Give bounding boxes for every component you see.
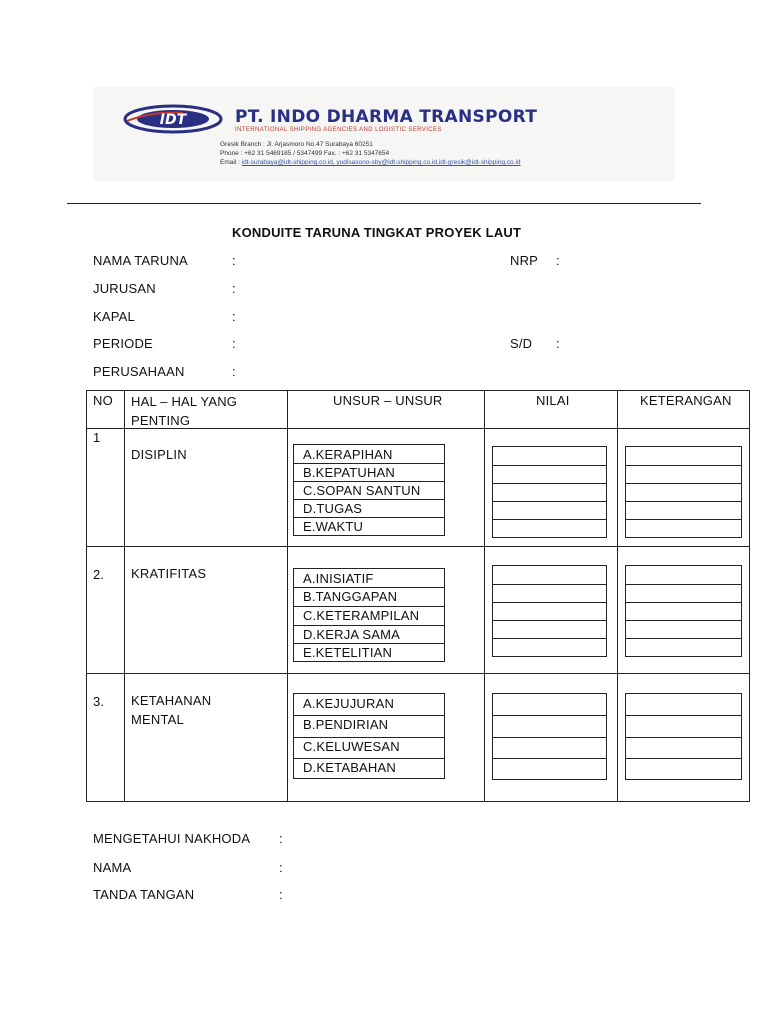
konduite-table <box>86 390 750 802</box>
section-hal <box>131 445 187 464</box>
email-addresses: idt-surabaya@idt-shipping.co.id, yudisasono-sby@idt-shipping.co.id,idt-gresik@idt-shipping.co.id <box>241 159 521 166</box>
label-periode: PERIODE <box>93 336 153 351</box>
label-tanda-tangan: TANDA TANGAN <box>93 887 195 902</box>
header-divider <box>67 203 701 204</box>
label-nama-taruna: NAMA TARUNA <box>93 253 188 268</box>
row-divider <box>87 546 749 547</box>
unsur-item: A.INISIATIF <box>303 571 374 586</box>
email-label: Email : <box>220 159 240 166</box>
nilai-input-group[interactable] <box>492 565 607 657</box>
keterangan-input-group[interactable] <box>625 565 742 657</box>
email-line <box>220 159 521 166</box>
logo-text: IDT <box>159 112 187 128</box>
header-unsur: UNSUR – UNSUR <box>333 393 443 408</box>
colon: : <box>556 336 560 351</box>
label-nama: NAMA <box>93 860 132 875</box>
column-divider <box>617 391 618 801</box>
header-keterangan: KETERANGAN <box>640 393 732 408</box>
colon: : <box>556 253 560 268</box>
row-divider <box>87 673 749 674</box>
section-hal-line1: KRATIFITAS <box>131 566 207 581</box>
unsur-item: C.SOPAN SANTUN <box>303 483 421 498</box>
label-perusahaan: PERUSAHAAN <box>93 364 185 379</box>
unsur-list <box>293 568 445 662</box>
unsur-item: B.KEPATUHAN <box>303 465 396 480</box>
unsur-item: E.WAKTU <box>303 519 364 534</box>
keterangan-input-group[interactable] <box>625 446 742 538</box>
unsur-item: C.KETERAMPILAN <box>303 608 420 623</box>
keterangan-input-group[interactable] <box>625 693 742 780</box>
header-hal <box>131 392 237 430</box>
unsur-item: B.TANGGAPAN <box>303 589 398 604</box>
section-hal-line2: MENTAL <box>131 712 184 727</box>
unsur-item: A.KEJUJURAN <box>303 696 395 711</box>
header-hal-line1: HAL – HAL YANG <box>131 394 238 409</box>
idt-logo <box>123 101 223 137</box>
unsur-item: B.PENDIRIAN <box>303 717 389 732</box>
column-divider <box>484 391 485 801</box>
colon: : <box>279 831 283 846</box>
phone-fax-line: Phone : +62 31 5469185 / 5347499 Fax. : +62 31 5347654 <box>220 150 390 157</box>
section-hal <box>131 564 206 583</box>
label-kapal: KAPAL <box>93 309 135 324</box>
header-no: NO <box>93 393 113 408</box>
colon: : <box>232 336 236 351</box>
column-divider <box>287 391 288 801</box>
column-divider <box>124 391 125 801</box>
unsur-item: E.KETELITIAN <box>303 645 393 660</box>
nilai-input-group[interactable] <box>492 446 607 538</box>
section-hal-line1: DISIPLIN <box>131 447 187 462</box>
unsur-list <box>293 693 445 779</box>
unsur-item: A.KERAPIHAN <box>303 447 393 462</box>
section-no: 2. <box>93 567 105 582</box>
section-hal-line1: KETAHANAN <box>131 693 212 708</box>
unsur-item: D.KERJA SAMA <box>303 627 401 642</box>
colon: : <box>279 860 283 875</box>
section-no: 1 <box>93 430 101 445</box>
colon: : <box>232 309 236 324</box>
letterhead <box>93 87 675 181</box>
company-tagline: INTERNATIONAL SHIPPING AGENCIES AND LOGISTIC SERVICES <box>235 127 442 133</box>
company-name: PT. INDO DHARMA TRANSPORT <box>235 107 538 127</box>
unsur-item: C.KELUWESAN <box>303 739 400 754</box>
colon: : <box>279 887 283 902</box>
colon: : <box>232 253 236 268</box>
colon: : <box>232 281 236 296</box>
label-nrp: NRP <box>510 253 539 268</box>
document-title: KONDUITE TARUNA TINGKAT PROYEK LAUT <box>232 225 522 240</box>
colon: : <box>232 364 236 379</box>
label-mengetahui-nakhoda: MENGETAHUI NAKHODA <box>93 831 251 846</box>
label-sd: S/D <box>510 336 533 351</box>
header-hal-line2: PENTING <box>131 413 191 428</box>
unsur-item: D.KETABAHAN <box>303 760 396 775</box>
section-no: 3. <box>93 694 105 709</box>
branch-address: Gresik Branch : Jl. Arjasmoro No.47 Surabaya 60251 <box>220 141 373 148</box>
label-jurusan: JURUSAN <box>93 281 156 296</box>
section-hal <box>131 691 211 729</box>
nilai-input-group[interactable] <box>492 693 607 780</box>
header-nilai: NILAI <box>536 393 570 408</box>
unsur-item: D.TUGAS <box>303 501 363 516</box>
unsur-list <box>293 444 445 536</box>
